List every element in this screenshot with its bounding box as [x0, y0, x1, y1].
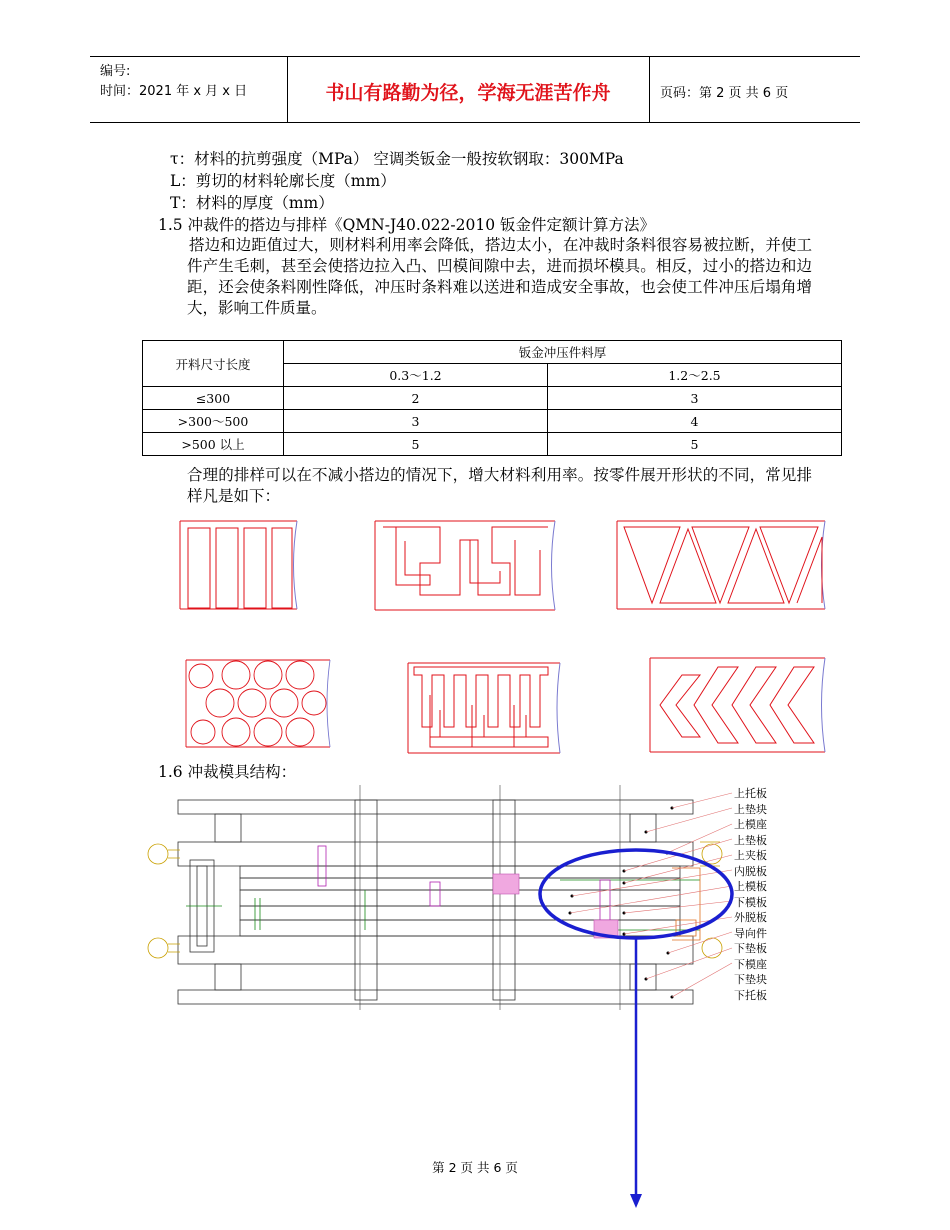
die-part-label: 下垫板	[734, 942, 767, 955]
layout-chevrons	[650, 658, 825, 752]
die-part-label: 上托板	[734, 787, 767, 800]
table-cell: 4	[548, 410, 842, 433]
layout-meander	[375, 521, 555, 610]
die-part-label: 内脱板	[734, 864, 767, 878]
header-top-rule	[90, 56, 860, 57]
line-L: L：剪切的材料轮廓长度（mm）	[170, 172, 396, 190]
layout-rectangles	[180, 521, 297, 609]
page-label: 页码：第 2 页 共 6 页	[660, 86, 789, 101]
die-part-label: 下模座	[734, 957, 767, 971]
table-group-header: 钣金冲压件料厚	[284, 341, 842, 364]
table-cell: 3	[548, 387, 842, 410]
table-cell: 2	[284, 387, 548, 410]
highlight-ellipse	[540, 850, 732, 938]
edge-spacing-table	[142, 340, 842, 456]
table-cell: 5	[548, 433, 842, 456]
die-part-label: 上垫板	[734, 833, 767, 847]
table-cell: >300～500	[143, 410, 284, 433]
die-part-label: 上模板	[734, 880, 767, 893]
die-part-label: 上模座	[734, 818, 767, 831]
header-bottom-rule	[90, 122, 860, 123]
section-1-5-heading: 1.5 冲裁件的搭边与排样《QMN-J40.022-2010 钣金件定额计算方法》	[158, 216, 656, 234]
die-part-label: 下垫块	[734, 973, 767, 986]
line-T: T：材料的厚度（mm）	[170, 194, 334, 212]
die-part-label: 上垫块	[734, 802, 767, 816]
die-part-label: 上夹板	[734, 849, 767, 862]
die-part-label: 外脱板	[734, 911, 767, 924]
table-cell: >500 以上	[143, 433, 284, 456]
serial-label: 编号:	[100, 64, 131, 79]
paragraph-layout-intro: 合理的排样可以在不减小搭边的情况下，增大材料利用率。按零件展开形状的不同，常见排样凡是如下：	[187, 466, 812, 505]
layout-decagons	[186, 660, 330, 747]
table-row	[143, 410, 842, 433]
table-row	[143, 433, 842, 456]
die-part-label: 下模板	[734, 895, 767, 909]
table-cell: 5	[284, 433, 548, 456]
layout-triangles	[617, 521, 825, 609]
table-subheader: 1.2～2.5	[548, 364, 842, 387]
footer-page-number: 第 2 页 共 6 页	[432, 1160, 518, 1175]
layout-comb	[408, 663, 560, 753]
section-1-6-heading: 1.6 冲裁模具结构：	[158, 763, 297, 781]
table-cell: 3	[284, 410, 548, 433]
table-row	[143, 387, 842, 410]
die-structure-drawing	[0, 780, 950, 1210]
layout-diagrams	[0, 515, 950, 775]
line-tau: τ：材料的抗剪强度（MPa） 空调类钣金一般按软钢取：300MPa	[170, 150, 624, 168]
die-part-label: 下托板	[734, 988, 767, 1002]
table-subheader: 0.3～1.2	[284, 364, 548, 387]
die-part-label: 导向件	[734, 926, 767, 940]
table-cell: ≤300	[143, 387, 284, 410]
annotation-arrow-head	[630, 1194, 642, 1208]
date-label: 时间：2021 年 x 月 x 日	[100, 84, 248, 99]
paragraph-edge-spacing: 搭边和边距值过大，则材料利用率会降低，搭边太小，在冲裁时条料很容易被拉断，并使工件产生毛刺，甚至会使搭边拉入凸、凹模间隙中去，进而损坏模具。相反，过小的搭边和边距，还会使条料刚性降低，冲压时条料难以送进和造成安全事故，也会使工件冲压后塌角增大，影响工件质量。	[187, 236, 812, 317]
header-motto: 书山有路勤为径，学海无涯苦作舟	[325, 82, 611, 104]
header-divider-right	[649, 57, 650, 122]
table-col1-header: 开料尺寸长度	[143, 341, 284, 387]
